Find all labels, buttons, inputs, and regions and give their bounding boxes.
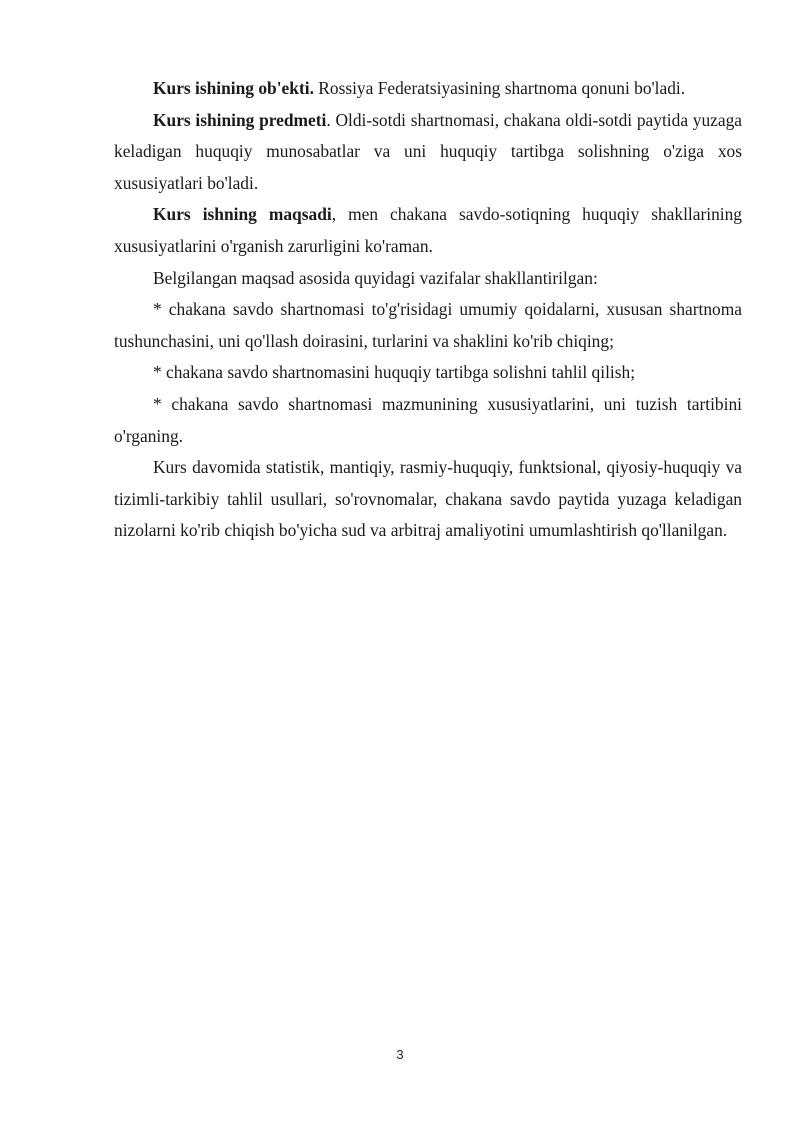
- paragraph-methods-text: Kurs davomida statistik, mantiqiy, rasmiy-huquqiy, funktsional, qiyosiy-huquqiy va tizimli-tarkibiy tahlil usullari, so'rovnomalar, chakana savdo paytida yuzaga keladigan nizolarni ko'rib chiqish bo'yicha sud va arbitraj amaliyotini umumlashtirish qo'llanilgan.: [114, 457, 742, 541]
- paragraph-task-1-text: * chakana savdo shartnomasi to'g'risidagi umumiy qoidalarni, xususan shartnoma tushunchasini, uni qo'llash doirasini, turlarini va shaklini ko'rib chiqing;: [114, 299, 742, 351]
- page-number: 3: [396, 1047, 404, 1062]
- paragraph-subject-text: . Oldi-sotdi shartnomasi, chakana oldi-sotdi paytida yuzaga keladigan huquqiy munosabatlar va uni huquqiy tartibga solishning o'ziga xos xususiyatlari bo'ladi.: [114, 109, 742, 193]
- paragraph-subject: [114, 105, 742, 200]
- paragraph-tasks-intro: [114, 263, 742, 295]
- paragraph-tasks-intro-text: Belgilangan maqsad asosida quyidagi vazifalar shakllantirilgan:: [153, 267, 598, 288]
- paragraph-task-1: [114, 294, 742, 357]
- paragraph-purpose-text: , men chakana savdo-sotiqning huquqiy shakllarining xususiyatlarini o'rganish zarurligini ko'raman.: [114, 204, 742, 256]
- paragraph-methods: [114, 452, 742, 547]
- paragraph-purpose-heading: Kurs ishning maqsadi: [153, 204, 332, 225]
- paragraph-task-2-text: * chakana savdo shartnomasini huquqiy tartibga solishni tahlil qilish;: [153, 362, 636, 383]
- paragraph-object-text: Rossiya Federatsiyasining shartnoma qonuni bo'ladi.: [313, 78, 686, 98]
- paragraph-object: [114, 73, 742, 105]
- paragraph-purpose: [114, 199, 742, 262]
- document-body: [114, 73, 742, 547]
- paragraph-task-3: [114, 389, 742, 452]
- paragraph-task-2: [114, 357, 742, 389]
- paragraph-object-heading: Kurs ishining ob'ekti.: [153, 78, 314, 98]
- paragraph-task-3-text: * chakana savdo shartnomasi mazmunining xususiyatlarini, uni tuzish tartibini o'rganing.: [114, 393, 742, 446]
- paragraph-subject-heading: Kurs ishining predmeti: [153, 109, 327, 130]
